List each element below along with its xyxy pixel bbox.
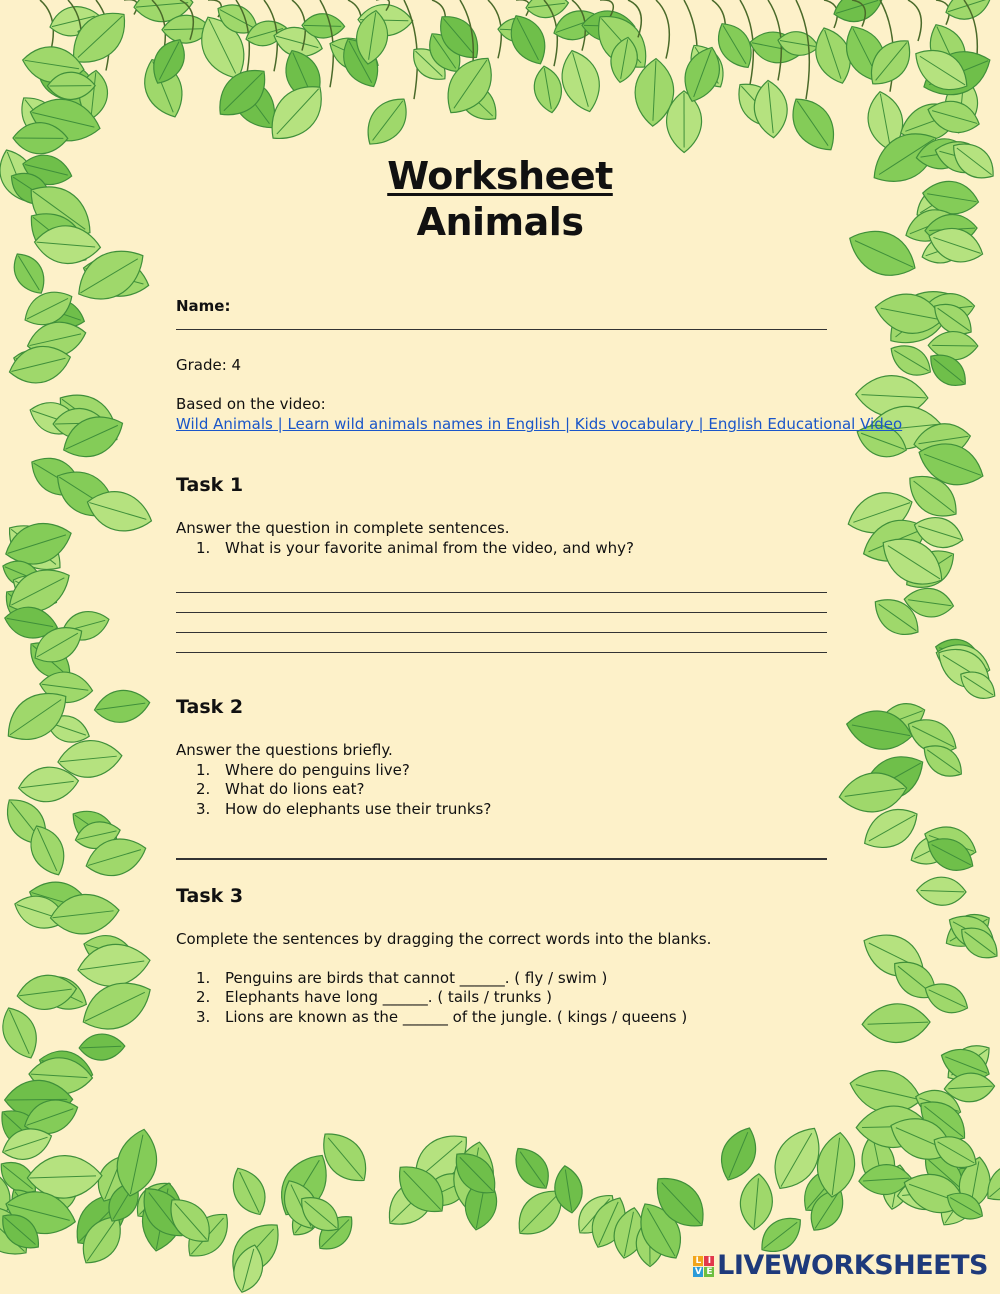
question-number: 2.: [196, 988, 211, 1006]
task1-answer-line[interactable]: [176, 632, 827, 633]
task2-answer-line[interactable]: [176, 858, 827, 860]
question-text[interactable]: Penguins are birds that cannot ______. ( fly / swim ): [225, 969, 608, 987]
brand-name: LIVEWORKSHEETS: [717, 1250, 988, 1281]
liveworksheets-logo[interactable]: [693, 1250, 988, 1281]
grade-text: Grade: 4: [176, 356, 242, 374]
name-answer-line[interactable]: [176, 329, 827, 330]
question-number: 1.: [196, 761, 211, 779]
task1-answer-line[interactable]: [176, 652, 827, 653]
question-number: 3.: [196, 1008, 211, 1026]
worksheet-title: Worksheet: [387, 154, 613, 198]
logo-letter: L: [693, 1256, 703, 1266]
worksheet-subtitle: Animals: [416, 200, 584, 244]
question-number: 3.: [196, 800, 211, 818]
logo-letter: E: [704, 1267, 714, 1277]
task1-heading: Task 1: [176, 474, 244, 496]
task2-question: [176, 779, 365, 799]
video-link[interactable]: Wild Animals | Learn wild animals names in English | Kids vocabulary | English Educational Video: [176, 415, 903, 433]
task3-question: [176, 1007, 687, 1027]
question-number: 1.: [196, 539, 211, 557]
task1-answer-line[interactable]: [176, 612, 827, 613]
task2-question: [176, 760, 410, 780]
task1-instruction: Answer the question in complete sentences.: [176, 519, 510, 537]
logo-letter: V: [694, 1267, 702, 1277]
task3-question: [176, 987, 552, 1007]
task2-question: [176, 799, 491, 819]
question-text: Where do penguins live?: [225, 761, 410, 779]
video-intro: Based on the video:: [176, 395, 326, 413]
logo-letter: I: [704, 1256, 714, 1266]
task3-heading: Task 3: [176, 885, 244, 907]
question-text[interactable]: Elephants have long ______. ( tails / trunks ): [225, 988, 552, 1006]
task1-question: [176, 538, 634, 558]
task2-heading: Task 2: [176, 696, 244, 718]
task2-instruction: Answer the questions briefly.: [176, 741, 393, 759]
question-text[interactable]: Lions are known as the ______ of the jungle. ( kings / queens ): [225, 1008, 688, 1026]
question-number: 1.: [196, 969, 211, 987]
question-text: What do lions eat?: [225, 780, 365, 798]
question-text: What is your favorite animal from the video, and why?: [225, 539, 634, 557]
task3-question: [176, 968, 607, 988]
question-number: 2.: [196, 780, 211, 798]
task3-instruction: Complete the sentences by dragging the correct words into the blanks.: [176, 930, 712, 948]
task1-answer-line[interactable]: [176, 592, 827, 593]
name-label: Name:: [176, 297, 231, 315]
question-text: How do elephants use their trunks?: [225, 800, 492, 818]
logo-mark-icon: [693, 1256, 714, 1277]
